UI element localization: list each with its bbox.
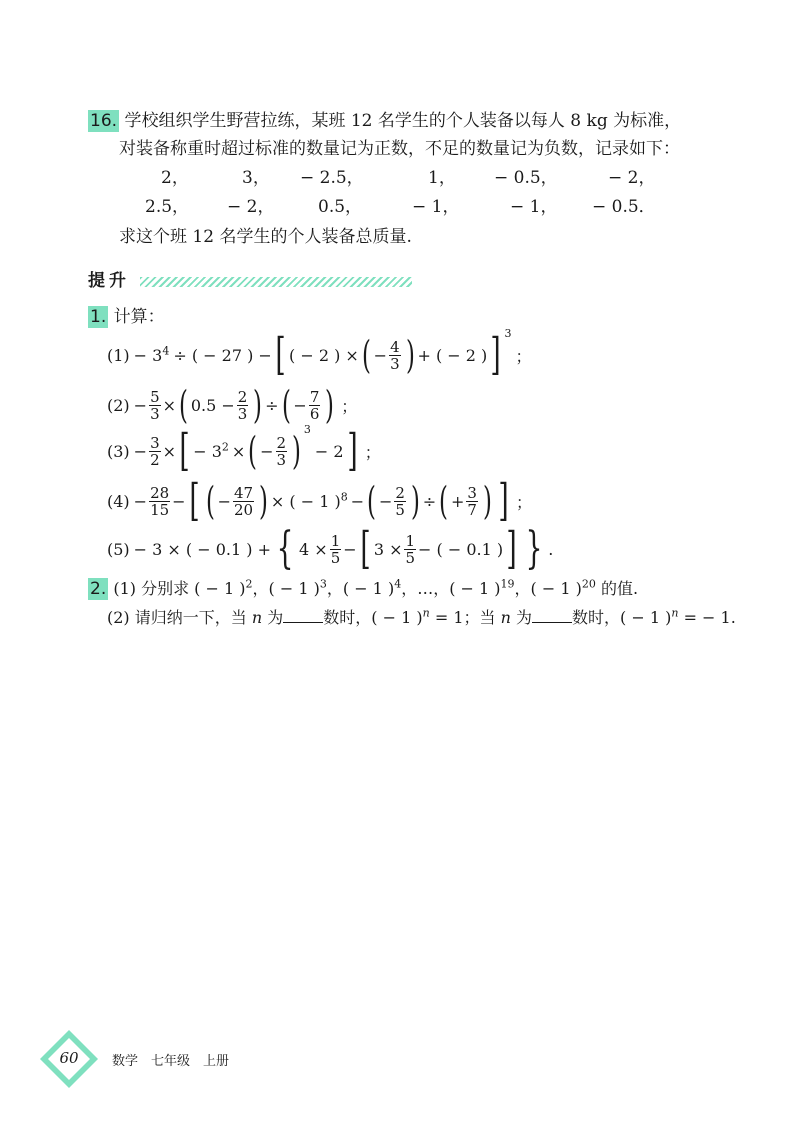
problem-16-line-2: 对装备称重时超过标准的数量记为正数，不足的数量记为负数，记录如下：	[119, 139, 680, 159]
problem-16-number: 16.	[90, 111, 118, 131]
power-sep: ，( − 1 )	[514, 579, 582, 598]
expr-term: × ( − 1 )$^8$	[270, 490, 348, 511]
power: 3	[319, 577, 327, 591]
left-bracket: [	[360, 523, 371, 574]
expr-term: 0.5 −	[190, 395, 235, 415]
expr-term: ×	[162, 395, 177, 415]
expression-2	[107, 384, 357, 426]
left-paren: (	[361, 333, 371, 377]
section-title: 提升	[88, 271, 130, 291]
expr-term: −	[133, 441, 148, 461]
power: 20	[581, 577, 596, 591]
power: 2	[245, 577, 253, 591]
right-paren: )	[292, 429, 301, 473]
problem-1-intro: 计算：	[113, 307, 165, 327]
power: 19	[500, 577, 515, 591]
problem-1-header	[88, 306, 165, 328]
answer-blank-1[interactable]	[283, 606, 323, 623]
problem-1-number: 1.	[90, 307, 107, 327]
expr-term: +	[450, 491, 465, 511]
record-value: − 2，	[608, 168, 656, 188]
power: 4	[394, 577, 402, 591]
expr-term: −	[378, 491, 393, 511]
record-value: 0.5，	[318, 197, 363, 217]
expression-5	[107, 523, 554, 574]
expr-end: .	[548, 539, 554, 559]
expr-term: −	[373, 345, 388, 365]
section-divider	[140, 277, 412, 287]
exponent-n: n	[422, 606, 430, 620]
left-paren: (	[248, 429, 258, 473]
record-value: 2，	[161, 168, 189, 188]
expression-4	[107, 475, 532, 526]
power-sep: ，…，( − 1 )	[401, 579, 501, 598]
expr-term: ÷ ( − 27 ) −	[173, 345, 272, 365]
problem-2-text-2b: 为	[267, 608, 284, 627]
expr-term: 3 ×	[373, 539, 403, 559]
right-bracket: ]	[346, 425, 358, 476]
problem-16-text-1: 学校组织学生野营拉练，某班 12 名学生的个人装备以每人 8 kg 为标准，	[124, 111, 682, 131]
fraction: $\frac{28}{15}$	[150, 483, 170, 519]
expr-term: − $3^4$	[133, 344, 170, 365]
record-value: 1，	[428, 168, 456, 188]
expr-term: −	[260, 441, 274, 461]
expr-term: −	[133, 491, 148, 511]
expr-term: − ( − 0.1 )	[418, 539, 504, 559]
expression-3: (3) − $\frac{3}{2}$ × [ − $3^2$ × ( − $\frac{2}{3}$ ) 3 − 2 ] ；	[107, 423, 381, 476]
right-bracket: ]	[498, 475, 509, 526]
record-row-2	[0, 196, 800, 220]
expr-term: ÷	[265, 395, 279, 415]
record-value: − 1，	[412, 197, 460, 217]
expr-term: −	[350, 491, 365, 511]
fraction: $\frac{2}{3}$	[276, 433, 287, 469]
right-paren: )	[410, 479, 420, 523]
problem-2-line-2	[107, 606, 736, 629]
record-value: − 1，	[510, 197, 558, 217]
left-bracket: [	[275, 329, 286, 380]
problem-2-text-2c: 数时，( − 1 )	[323, 608, 423, 627]
expr-term: − 2	[314, 441, 344, 461]
expr-term: ×	[162, 441, 177, 461]
expr-term: −	[293, 395, 307, 415]
expr-term: − $3^2$	[193, 440, 229, 461]
expr-label: (3)	[107, 441, 130, 461]
record-value: − 0.5，	[494, 168, 558, 188]
expr-end: ；	[515, 346, 532, 366]
power-sep: ，( − 1 )	[252, 579, 320, 598]
expr-term: −	[133, 395, 148, 415]
right-paren: )	[253, 383, 263, 427]
variable-n: n	[500, 608, 511, 627]
exponent-n: n	[671, 606, 679, 620]
fraction: $\frac{1}{5}$	[405, 531, 416, 567]
problem-2-text-2e: 为	[516, 608, 533, 627]
expr-term: + ( − 2 )	[417, 345, 488, 365]
problem-2-text-1: 分别求 ( − 1 )	[141, 579, 246, 598]
fraction: $\frac{2}{3}$	[237, 387, 248, 423]
problem-2-text-2f: 数时，( − 1 )	[572, 608, 672, 627]
problem-2-text-2d: = 1；当	[434, 608, 496, 627]
fraction: $\frac{3}{2}$	[150, 433, 160, 469]
left-paren: (	[281, 383, 291, 427]
book-title: 数学 七年级 上册	[112, 1054, 230, 1069]
answer-blank-2[interactable]	[532, 606, 572, 623]
expr-term: −	[172, 491, 186, 511]
problem-2-label-1: (1)	[113, 579, 136, 598]
left-bracket: [	[189, 475, 200, 526]
left-paren: (	[205, 479, 215, 523]
expr-term: ( − 2 ) ×	[289, 345, 359, 365]
right-paren: )	[325, 383, 335, 427]
record-value: − 2，	[227, 197, 275, 217]
expr-label: (2)	[107, 395, 130, 415]
expr-label: (5)	[107, 539, 130, 559]
expr-term: ×	[231, 441, 246, 461]
record-value: 3，	[242, 168, 270, 188]
problem-2-text-2a: 请归纳一下，当	[134, 608, 247, 627]
right-paren: )	[259, 479, 268, 523]
page-number: 60	[59, 1049, 79, 1067]
record-row-1	[0, 167, 800, 191]
expr-label: (1)	[107, 345, 130, 365]
left-paren: (	[439, 479, 449, 523]
right-brace: }	[525, 523, 543, 574]
expr-term: −	[343, 539, 357, 559]
expr-term: 4 ×	[299, 539, 328, 559]
expression-1: (1) − $3^4$ ÷ ( − 27 ) − [ ( − 2 ) × ( − $\frac{4}{3}$ ) + ( − 2 ) ] 3 ；	[107, 327, 532, 380]
fraction: $\frac{47}{20}$	[233, 483, 254, 519]
record-value: − 2.5，	[300, 168, 364, 188]
expr-term: ÷	[422, 491, 437, 511]
problem-16-question: 求这个班 12 名学生的个人装备总质量.	[119, 227, 412, 247]
right-bracket: ]	[490, 329, 502, 380]
expr-end: ；	[364, 442, 381, 462]
expr-term: −	[217, 491, 231, 511]
problem-16-line-1	[88, 110, 681, 132]
problem-2-line-1	[88, 578, 638, 600]
left-bracket: [	[179, 425, 190, 476]
left-brace: {	[276, 523, 294, 574]
fraction: $\frac{1}{5}$	[330, 531, 341, 567]
problem-2-text-2g: = − 1.	[683, 608, 736, 627]
problem-2-label-2: (2)	[107, 608, 130, 627]
page-number-badge	[38, 1028, 100, 1090]
power-sep: 的值.	[595, 579, 639, 598]
fraction: $\frac{2}{5}$	[395, 483, 405, 519]
fraction: $\frac{7}{6}$	[309, 387, 320, 423]
right-bracket: ]	[506, 523, 517, 574]
record-value: − 0.5．	[592, 197, 656, 217]
expr-term: − 3 × ( − 0.1 ) +	[133, 539, 272, 559]
record-value: 2.5，	[145, 197, 190, 217]
expr-end: ；	[341, 396, 358, 416]
left-paren: (	[367, 479, 377, 523]
expr-end: ；	[515, 492, 532, 512]
expr-label: (4)	[107, 491, 130, 511]
variable-n: n	[251, 608, 263, 627]
fraction: $\frac{4}{3}$	[390, 337, 400, 373]
power-sep: ，( − 1 )	[326, 579, 395, 598]
problem-2-number: 2.	[90, 579, 107, 599]
right-paren: )	[405, 333, 415, 377]
left-paren: (	[178, 383, 188, 427]
right-paren: )	[482, 479, 492, 523]
fraction: $\frac{3}{7}$	[467, 483, 477, 519]
fraction: $\frac{5}{3}$	[150, 387, 160, 423]
